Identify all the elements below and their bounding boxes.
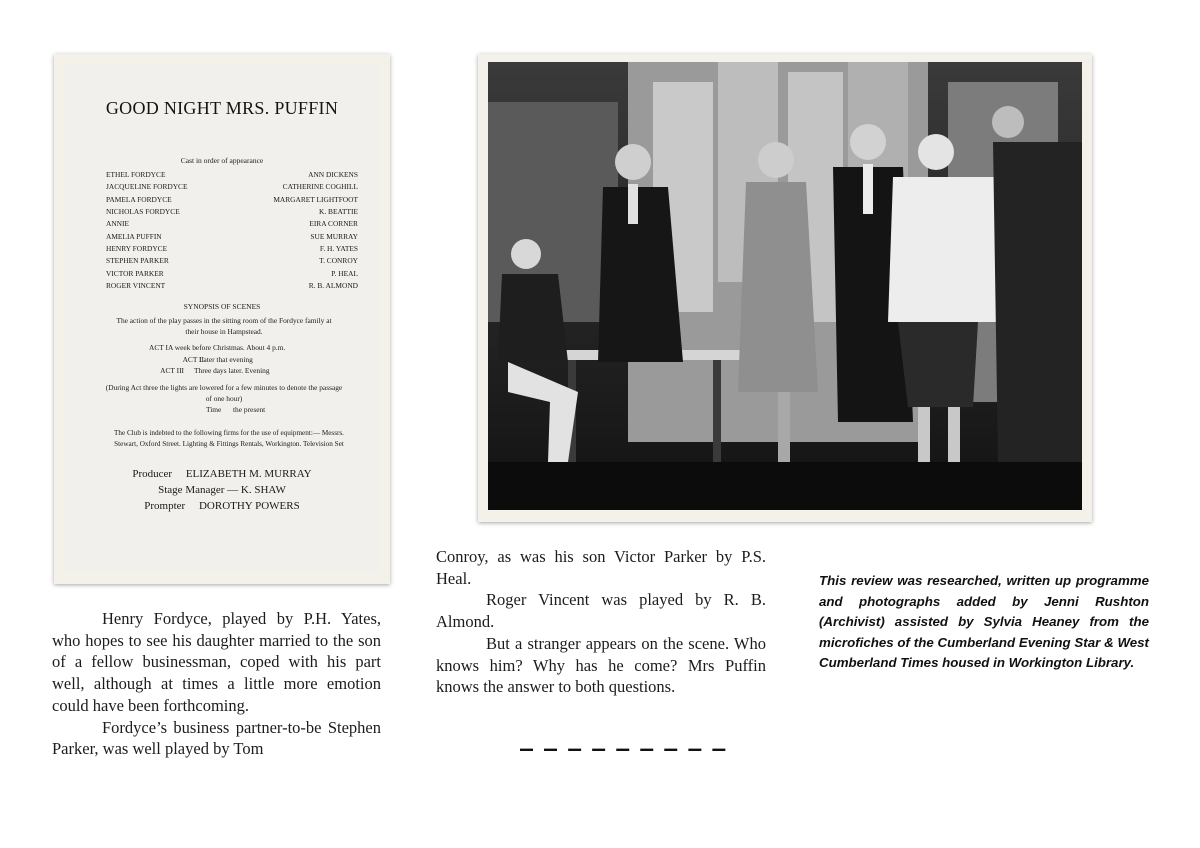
cast-role: AMELIA PUFFIN bbox=[106, 231, 162, 241]
cast-role: HENRY FORDYCE bbox=[106, 244, 168, 254]
cast-role: NICHOLAS FORDYCE bbox=[106, 207, 180, 217]
stage-manager-credit: Stage Manager — K. SHAW bbox=[158, 484, 286, 496]
cast-role: PAMELA FORDYCE bbox=[106, 194, 172, 204]
programme-title: GOOD NIGHT MRS. PUFFIN bbox=[105, 98, 339, 118]
act-description: Later that evening bbox=[199, 354, 253, 364]
stage-photo-frame bbox=[478, 54, 1092, 522]
article-paragraph: But a stranger appears on the scene. Who knows him? Why has he come? Mrs Puffin knows the answer to both questions. bbox=[436, 633, 766, 697]
cast-actor: MARGARET LIGHTFOOT bbox=[273, 194, 358, 204]
research-credit-note: This review was researched, written up programme and photographs added by Jenni Rushton (Archivist) assisted by Sylvia Heaney from the microfiches of the Cumberland Evening Star & West Cumberland Times housed in Workington Library. bbox=[819, 573, 1149, 671]
cast-heading: Cast in order of appearance bbox=[180, 156, 264, 165]
act-row bbox=[64, 354, 380, 366]
act-number: ACT I bbox=[149, 343, 168, 352]
act-number: ACT III bbox=[160, 366, 184, 375]
cast-actor: P. HEAL bbox=[331, 268, 358, 278]
producer-credit: Producer ELIZABETH M. MURRAY bbox=[132, 468, 312, 480]
act-row bbox=[64, 365, 380, 377]
cast-actor: T. CONROY bbox=[319, 256, 358, 266]
act-description: Three days later. Evening bbox=[194, 366, 270, 375]
cast-actor: R. B. ALMOND bbox=[308, 281, 358, 291]
cast-actor: ANN DICKENS bbox=[308, 170, 358, 179]
prompter-credit: Prompter DOROTHY POWERS bbox=[144, 500, 300, 512]
cast-role: ROGER VINCENT bbox=[106, 281, 166, 291]
article-paragraph: Roger Vincent was played by R. B. Almond. bbox=[436, 590, 766, 632]
cast-row bbox=[106, 194, 358, 206]
programme-photo bbox=[54, 54, 390, 584]
article-paragraph: Conroy, as was his son Victor Parker by P.S. Heal. bbox=[436, 547, 766, 588]
act-row bbox=[64, 342, 380, 354]
article-column-left bbox=[52, 608, 381, 760]
cast-row bbox=[106, 231, 358, 243]
cast-role: STEPHEN PARKER bbox=[106, 256, 169, 266]
act-description: A week before Christmas. About 4 p.m. bbox=[168, 343, 286, 352]
cast-role: ANNIE bbox=[106, 219, 129, 229]
equipment-thanks: The Club is indebted to the following firms for the use of equipment:— Messrs. Stewart, Oxford Street. Lighting & Fittings Rentals, Workington. Television Set bbox=[114, 429, 344, 448]
cast-row bbox=[106, 169, 358, 181]
cast-row bbox=[106, 255, 358, 267]
cast-actor: EIRA CORNER bbox=[309, 219, 358, 229]
stage-photo bbox=[488, 62, 1082, 510]
cast-actor: SUE MURRAY bbox=[310, 231, 358, 241]
time-label: Time bbox=[206, 405, 222, 414]
cast-row bbox=[106, 268, 358, 280]
synopsis-heading: SYNOPSIS OF SCENES bbox=[183, 302, 261, 311]
act-note: (During Act three the lights are lowered for a few minutes to denote the passage of one hour) bbox=[105, 383, 343, 403]
article-paragraph: Fordyce’s business partner-to-be Stephen Parker, was well played by Tom bbox=[52, 717, 381, 759]
cast-row bbox=[106, 206, 358, 218]
cast-actor: CATHERINE COGHILL bbox=[282, 182, 358, 192]
cast-role: JACQUELINE FORDYCE bbox=[106, 182, 188, 192]
article-column-middle bbox=[436, 546, 766, 698]
production-credits bbox=[64, 466, 380, 514]
article-paragraph: Henry Fordyce, played by P.H. Yates, who hopes to see his daughter married to the son of a fellow businessman, coped with his part well, although at times a little more emotion could have been forthcoming. bbox=[52, 609, 381, 715]
time-value: the present bbox=[233, 405, 266, 414]
cast-list bbox=[106, 169, 358, 292]
synopsis-text: The action of the play passes in the sitting room of the Fordyce family at their house in Hampstead. bbox=[116, 316, 332, 336]
cast-actor: K. BEATTIE bbox=[319, 207, 358, 217]
cast-actor: F. H. YATES bbox=[319, 244, 358, 254]
section-divider: _ _ _ _ _ _ _ _ _ bbox=[520, 722, 727, 752]
cast-row bbox=[106, 243, 358, 255]
cast-role: ETHEL FORDYCE bbox=[106, 170, 166, 179]
cast-role: VICTOR PARKER bbox=[106, 268, 164, 278]
cast-row bbox=[106, 218, 358, 230]
cast-row bbox=[106, 280, 358, 292]
programme-card bbox=[64, 64, 380, 572]
cast-row bbox=[106, 181, 358, 193]
man-at-right bbox=[992, 106, 1082, 462]
acts-list bbox=[64, 342, 380, 377]
act-number: ACT II bbox=[182, 354, 204, 364]
